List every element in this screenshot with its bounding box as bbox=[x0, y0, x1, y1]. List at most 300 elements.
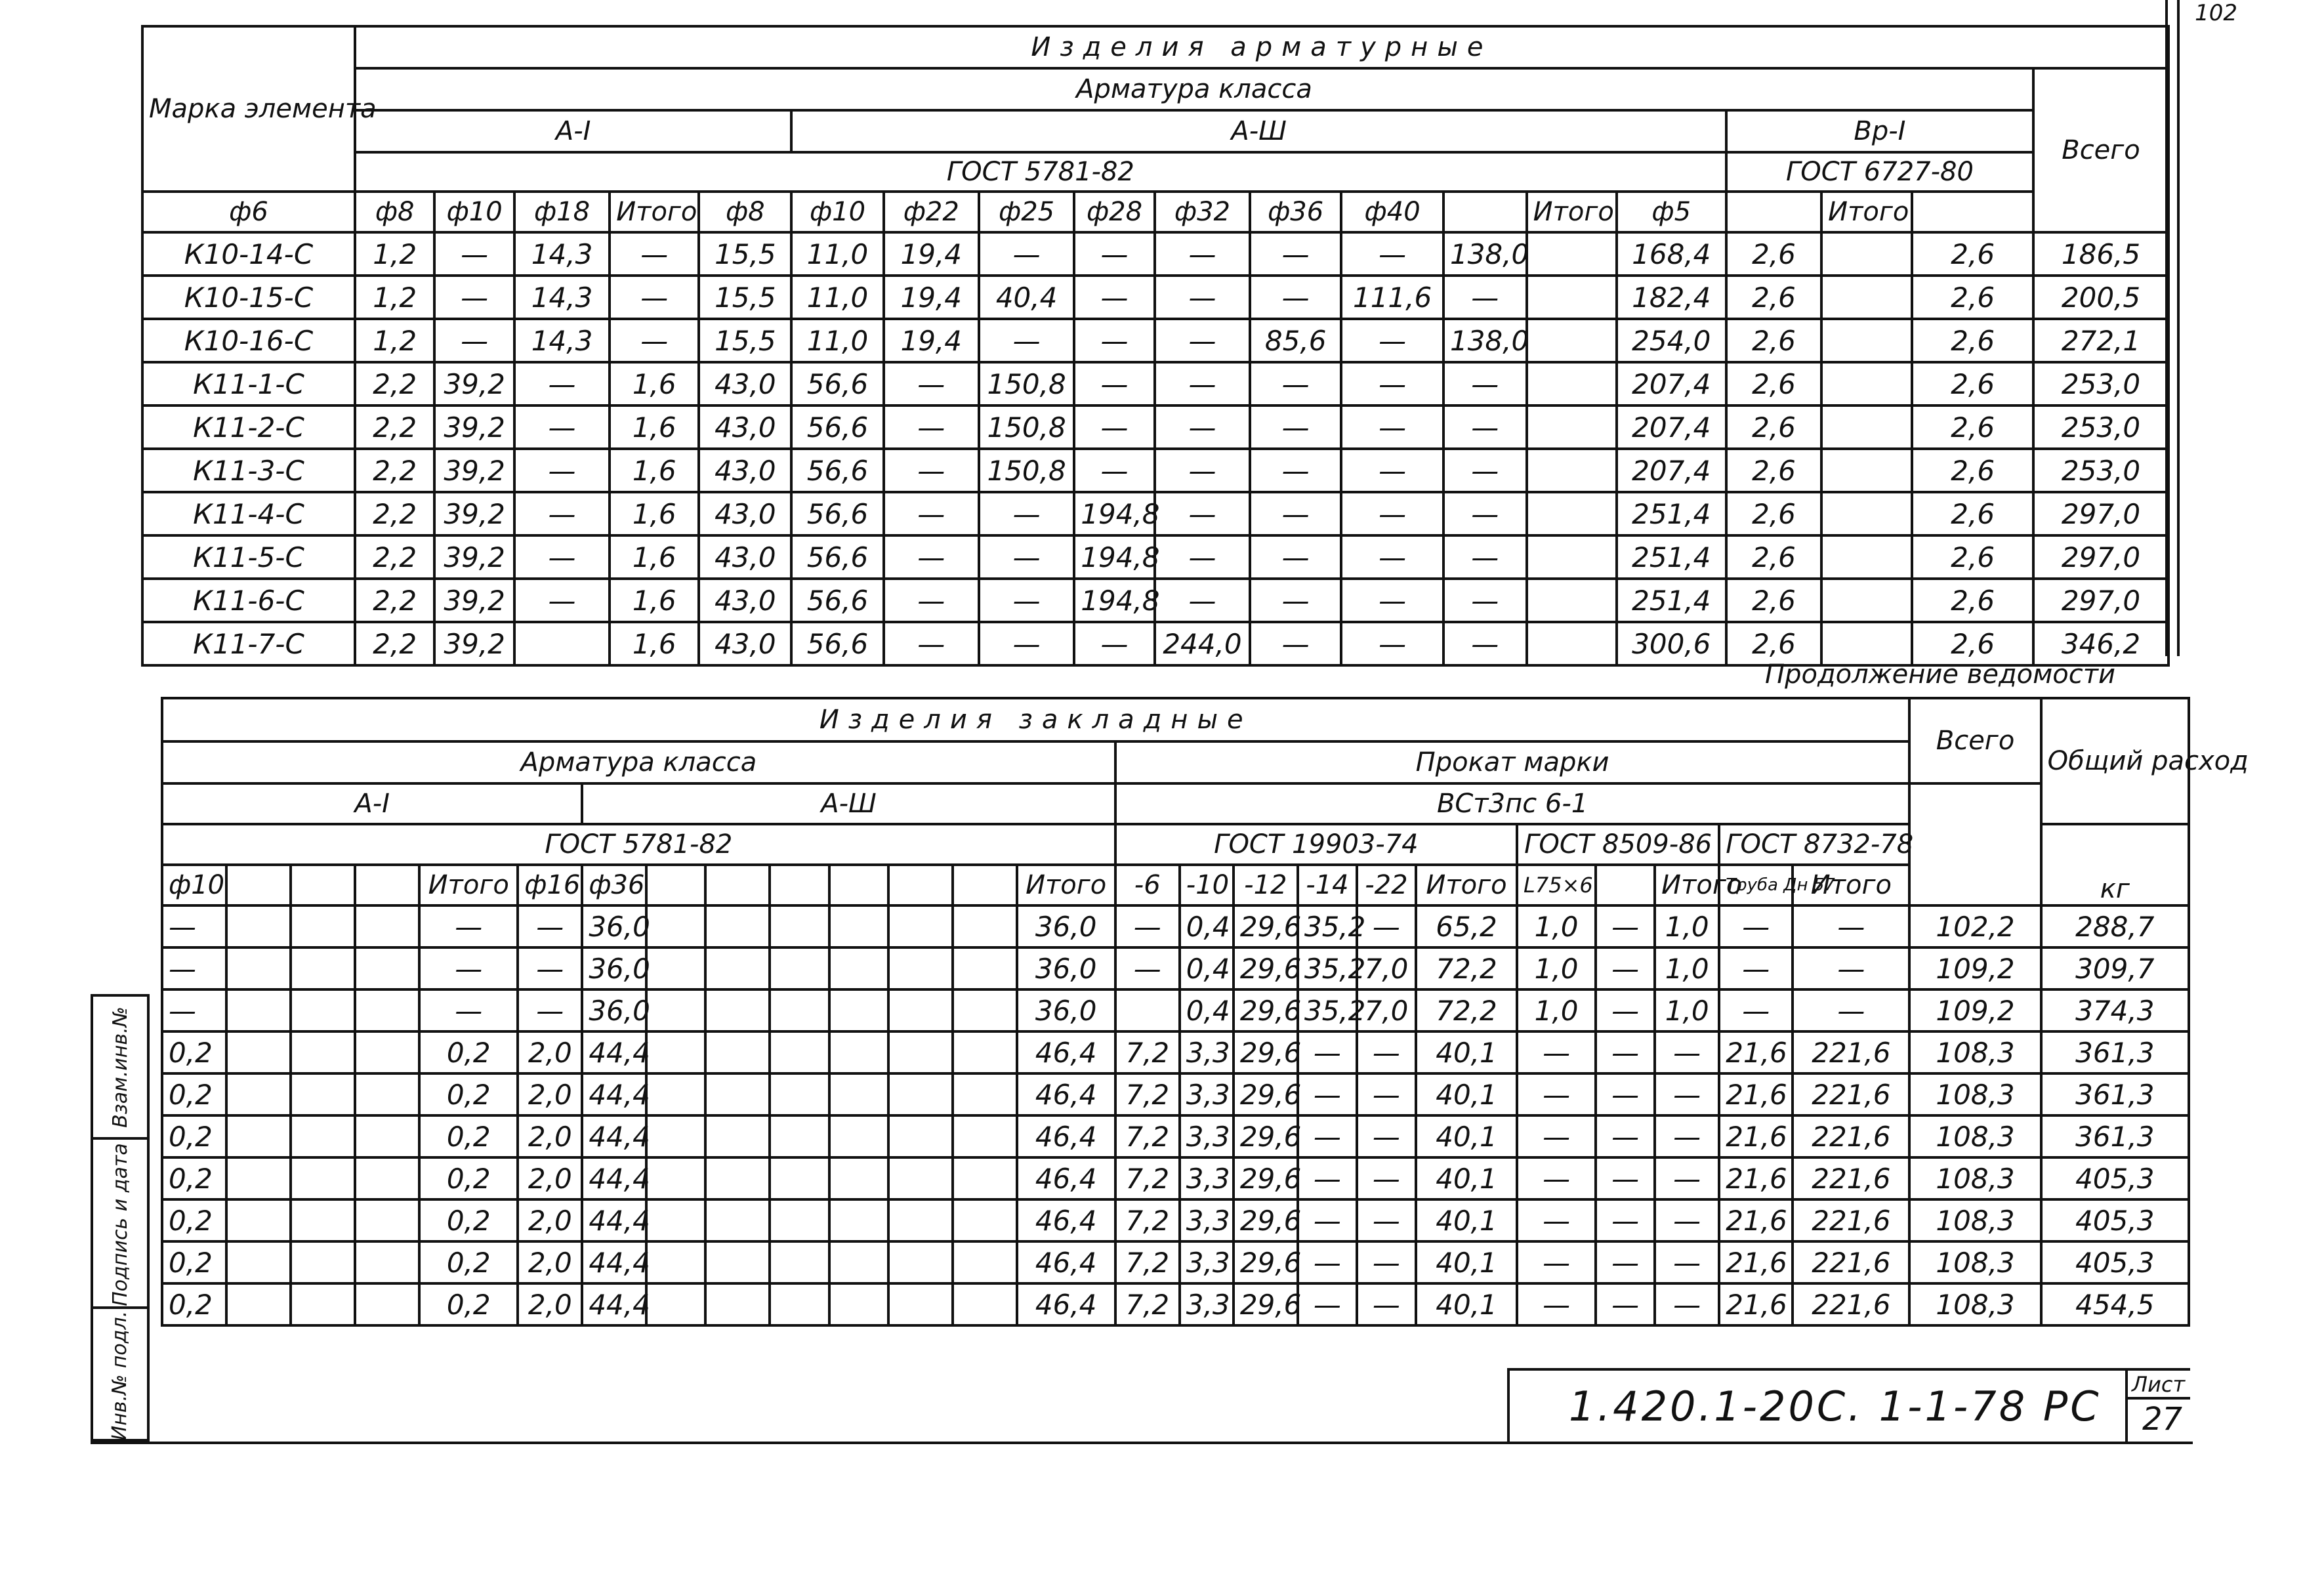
value-cell: 2,0 bbox=[518, 1073, 582, 1115]
value-cell: 2,6 bbox=[1912, 535, 2033, 579]
table-row bbox=[142, 362, 2168, 405]
value-cell: — bbox=[1341, 232, 1443, 276]
value-cell: 2,6 bbox=[1726, 405, 1821, 449]
value-cell: 1,2 bbox=[355, 276, 434, 319]
value-cell: — bbox=[434, 276, 514, 319]
diameter-header-cell: ф10 bbox=[791, 192, 883, 232]
diameter-header-cell: ф32 bbox=[1155, 192, 1250, 232]
element-mark-header: Марка элемента bbox=[142, 26, 355, 192]
value-cell: — bbox=[979, 535, 1074, 579]
value-cell: — bbox=[884, 449, 979, 492]
value-cell: — bbox=[1155, 232, 1250, 276]
row-total-cell: 297,0 bbox=[2033, 579, 2168, 622]
value-cell: — bbox=[1155, 579, 1250, 622]
value-cell: 46,4 bbox=[1017, 1073, 1115, 1115]
value-cell: 221,6 bbox=[1793, 1241, 1909, 1283]
diameter-header-cell: Итого bbox=[1821, 192, 1912, 232]
value-cell: — bbox=[1517, 1283, 1596, 1325]
value-cell: 3,3 bbox=[1180, 1115, 1234, 1157]
value-cell: 221,6 bbox=[1793, 1283, 1909, 1325]
value-cell: 56,6 bbox=[791, 492, 883, 535]
value-cell: 2,2 bbox=[355, 622, 434, 665]
value-cell bbox=[705, 947, 770, 989]
value-cell: 36,0 bbox=[1017, 989, 1115, 1031]
value-cell: 7,0 bbox=[1357, 947, 1416, 989]
value-cell: — bbox=[979, 232, 1074, 276]
value-cell: — bbox=[1719, 989, 1793, 1031]
value-cell: — bbox=[419, 905, 518, 947]
value-cell: 2,6 bbox=[1726, 232, 1821, 276]
gost-19903-header: ГОСТ 19903-74 bbox=[1115, 824, 1517, 865]
element-mark-cell: К11-5-С bbox=[142, 535, 355, 579]
value-cell: 40,1 bbox=[1416, 1115, 1517, 1157]
value-cell: — bbox=[1596, 1241, 1655, 1283]
value-cell: 39,2 bbox=[434, 449, 514, 492]
value-cell: 2,6 bbox=[1726, 579, 1821, 622]
row-total-cell: 102,2 bbox=[1909, 905, 2041, 947]
value-cell: 0,2 bbox=[162, 1283, 226, 1325]
value-cell: 1,2 bbox=[355, 232, 434, 276]
title-block bbox=[1507, 1368, 2190, 1442]
value-cell: 0,2 bbox=[162, 1157, 226, 1199]
value-cell: 7,0 bbox=[1357, 989, 1416, 1031]
sign-date-cell: Подпись и дата bbox=[93, 1137, 147, 1309]
bottom-total-spacer bbox=[1909, 783, 2041, 905]
reinforcement-class-header: Арматура класса bbox=[355, 68, 2033, 110]
diameter-header-cell bbox=[1443, 192, 1527, 232]
value-cell: 0,2 bbox=[162, 1073, 226, 1115]
overall-consumption-cell: 405,3 bbox=[2041, 1157, 2189, 1199]
value-cell: — bbox=[1115, 905, 1180, 947]
value-cell: 40,1 bbox=[1416, 1241, 1517, 1283]
value-cell: 56,6 bbox=[791, 622, 883, 665]
diameter-header-cell: ф22 bbox=[884, 192, 979, 232]
sheet-label: Лист bbox=[2132, 1372, 2186, 1397]
bottom-reinforcement-class-header: Арматура класса bbox=[162, 741, 1115, 783]
value-cell: — bbox=[1517, 1115, 1596, 1157]
value-cell: 39,2 bbox=[434, 362, 514, 405]
value-cell: 0,4 bbox=[1180, 989, 1234, 1031]
value-cell: 221,6 bbox=[1793, 1115, 1909, 1157]
value-cell: 1,0 bbox=[1655, 947, 1719, 989]
value-cell: 11,0 bbox=[791, 319, 883, 362]
value-cell: 21,6 bbox=[1719, 1241, 1793, 1283]
value-cell: 40,1 bbox=[1416, 1157, 1517, 1199]
table-row bbox=[142, 579, 2168, 622]
value-cell: — bbox=[1250, 449, 1341, 492]
value-cell: — bbox=[1655, 1115, 1719, 1157]
value-cell: 2,6 bbox=[1726, 362, 1821, 405]
value-cell: 221,6 bbox=[1793, 1157, 1909, 1199]
value-cell: 36,0 bbox=[582, 947, 646, 989]
value-cell: 2,6 bbox=[1726, 276, 1821, 319]
value-cell: 39,2 bbox=[434, 492, 514, 535]
row-total-cell: 109,2 bbox=[1909, 989, 2041, 1031]
value-cell: 3,3 bbox=[1180, 1241, 1234, 1283]
value-cell: — bbox=[1793, 905, 1909, 947]
value-cell bbox=[953, 905, 1017, 947]
value-cell bbox=[291, 905, 355, 947]
overall-consumption-cell: 361,3 bbox=[2041, 1031, 2189, 1073]
value-cell: 21,6 bbox=[1719, 1283, 1793, 1325]
bottom-column-header-cell: -14 bbox=[1298, 865, 1357, 905]
value-cell: 36,0 bbox=[1017, 947, 1115, 989]
value-cell: — bbox=[1596, 905, 1655, 947]
value-cell: 29,6 bbox=[1234, 1073, 1298, 1115]
value-cell: — bbox=[434, 319, 514, 362]
top-total-header: Всего bbox=[2033, 68, 2168, 232]
value-cell bbox=[291, 947, 355, 989]
diameter-header-cell: ф40 bbox=[1341, 192, 1443, 232]
value-cell: 2,2 bbox=[355, 362, 434, 405]
value-cell: 1,2 bbox=[355, 319, 434, 362]
value-cell: 72,2 bbox=[1416, 989, 1517, 1031]
value-cell: — bbox=[1596, 1199, 1655, 1241]
diameter-header-cell: ф25 bbox=[979, 192, 1074, 232]
value-cell: 2,2 bbox=[355, 405, 434, 449]
value-cell: — bbox=[1298, 1157, 1357, 1199]
value-cell: 29,6 bbox=[1234, 905, 1298, 947]
value-cell: 300,6 bbox=[1617, 622, 1726, 665]
value-cell: 1,6 bbox=[610, 362, 699, 405]
value-cell: 207,4 bbox=[1617, 362, 1726, 405]
value-cell: 0,2 bbox=[162, 1115, 226, 1157]
value-cell: 221,6 bbox=[1793, 1073, 1909, 1115]
value-cell: — bbox=[1443, 405, 1527, 449]
value-cell: 21,6 bbox=[1719, 1115, 1793, 1157]
value-cell: 46,4 bbox=[1017, 1241, 1115, 1283]
value-cell: 207,4 bbox=[1617, 405, 1726, 449]
value-cell: — bbox=[1517, 1241, 1596, 1283]
value-cell: — bbox=[1793, 947, 1909, 989]
value-cell bbox=[355, 947, 419, 989]
value-cell: 2,6 bbox=[1912, 492, 2033, 535]
value-cell: 2,6 bbox=[1912, 232, 2033, 276]
value-cell: — bbox=[1357, 1073, 1416, 1115]
value-cell: — bbox=[1074, 276, 1155, 319]
value-cell bbox=[514, 622, 610, 665]
value-cell: 40,1 bbox=[1416, 1283, 1517, 1325]
value-cell: 2,0 bbox=[518, 1031, 582, 1073]
bottom-column-header-cell: -6 bbox=[1115, 865, 1180, 905]
value-cell: — bbox=[1341, 405, 1443, 449]
row-total-cell: 108,3 bbox=[1909, 1199, 2041, 1241]
value-cell: 0,2 bbox=[419, 1157, 518, 1199]
value-cell: 43,0 bbox=[699, 492, 791, 535]
value-cell: 85,6 bbox=[1250, 319, 1341, 362]
value-cell bbox=[829, 947, 888, 989]
value-cell: — bbox=[979, 579, 1074, 622]
value-cell: — bbox=[514, 535, 610, 579]
value-cell bbox=[888, 947, 953, 989]
value-cell: — bbox=[1655, 1073, 1719, 1115]
table-row bbox=[142, 276, 2168, 319]
value-cell: 36,0 bbox=[1017, 905, 1115, 947]
row-total-cell: 253,0 bbox=[2033, 405, 2168, 449]
value-cell: 2,6 bbox=[1726, 535, 1821, 579]
bottom-column-header-cell bbox=[829, 865, 888, 905]
value-cell: 43,0 bbox=[699, 535, 791, 579]
value-cell: — bbox=[514, 449, 610, 492]
value-cell: 3,3 bbox=[1180, 1031, 1234, 1073]
value-cell: 29,6 bbox=[1234, 1241, 1298, 1283]
value-cell: 40,4 bbox=[979, 276, 1074, 319]
value-cell: 3,3 bbox=[1180, 1157, 1234, 1199]
value-cell: 2,0 bbox=[518, 1199, 582, 1241]
value-cell: — bbox=[1341, 535, 1443, 579]
value-cell: — bbox=[1155, 405, 1250, 449]
bottom-column-header-cell: -12 bbox=[1234, 865, 1298, 905]
bottom-column-header-cell bbox=[646, 865, 705, 905]
value-cell: — bbox=[1443, 535, 1527, 579]
diameter-header-row bbox=[142, 192, 2168, 232]
value-cell: — bbox=[1298, 1073, 1357, 1115]
value-cell: — bbox=[1074, 622, 1155, 665]
value-cell: 29,6 bbox=[1234, 1157, 1298, 1199]
value-cell: 2,6 bbox=[1912, 579, 2033, 622]
value-cell: 3,3 bbox=[1180, 1073, 1234, 1115]
value-cell: 29,6 bbox=[1234, 1199, 1298, 1241]
value-cell: 2,6 bbox=[1726, 492, 1821, 535]
value-cell: 207,4 bbox=[1617, 449, 1726, 492]
value-cell: — bbox=[162, 947, 226, 989]
value-cell: — bbox=[1596, 1031, 1655, 1073]
top-table-title: Изделия арматурные bbox=[355, 26, 2168, 68]
value-cell: — bbox=[1155, 535, 1250, 579]
value-cell: 46,4 bbox=[1017, 1283, 1115, 1325]
bottom-column-header-cell: -22 bbox=[1357, 865, 1416, 905]
value-cell: 1,6 bbox=[610, 492, 699, 535]
value-cell: — bbox=[1074, 449, 1155, 492]
value-cell bbox=[1821, 579, 1912, 622]
class-a3-header: А-Ш bbox=[791, 110, 1726, 152]
value-cell: — bbox=[610, 319, 699, 362]
value-cell: 35,2 bbox=[1298, 989, 1357, 1031]
value-cell: — bbox=[1655, 1199, 1719, 1241]
diameter-header-cell: Итого bbox=[1527, 192, 1617, 232]
value-cell: 36,0 bbox=[582, 989, 646, 1031]
value-cell: 1,0 bbox=[1655, 905, 1719, 947]
value-cell: — bbox=[1596, 989, 1655, 1031]
value-cell bbox=[888, 905, 953, 947]
value-cell: 1,6 bbox=[610, 535, 699, 579]
value-cell: 1,0 bbox=[1517, 905, 1596, 947]
table-row bbox=[142, 492, 2168, 535]
value-cell: 29,6 bbox=[1234, 1115, 1298, 1157]
value-cell: 111,6 bbox=[1341, 276, 1443, 319]
value-cell: 39,2 bbox=[434, 579, 514, 622]
value-cell bbox=[1527, 362, 1617, 405]
value-cell: — bbox=[514, 579, 610, 622]
replace-inv-cell: Взам.инв.№ bbox=[108, 1006, 132, 1128]
value-cell bbox=[1527, 319, 1617, 362]
value-cell: 44,4 bbox=[582, 1283, 646, 1325]
rolled-steel-header: Прокат марки bbox=[1115, 741, 1910, 783]
value-cell: 21,6 bbox=[1719, 1157, 1793, 1199]
value-cell: 0,2 bbox=[419, 1031, 518, 1073]
value-cell: — bbox=[979, 319, 1074, 362]
value-cell: — bbox=[1250, 579, 1341, 622]
value-cell: — bbox=[1074, 319, 1155, 362]
value-cell: 254,0 bbox=[1617, 319, 1726, 362]
value-cell: 0,2 bbox=[419, 1115, 518, 1157]
value-cell: — bbox=[1341, 492, 1443, 535]
value-cell: — bbox=[1250, 362, 1341, 405]
row-total-cell: 346,2 bbox=[2033, 622, 2168, 665]
value-cell: — bbox=[884, 622, 979, 665]
value-cell: — bbox=[1155, 319, 1250, 362]
value-cell: — bbox=[884, 535, 979, 579]
value-cell: — bbox=[419, 947, 518, 989]
value-cell: 44,4 bbox=[582, 1073, 646, 1115]
value-cell: — bbox=[1719, 947, 1793, 989]
row-total-cell: 186,5 bbox=[2033, 232, 2168, 276]
value-cell: 21,6 bbox=[1719, 1031, 1793, 1073]
bottom-column-header-cell bbox=[1596, 865, 1655, 905]
value-cell: — bbox=[884, 405, 979, 449]
value-cell: 251,4 bbox=[1617, 579, 1726, 622]
value-cell: 72,2 bbox=[1416, 947, 1517, 989]
row-total-cell: 108,3 bbox=[1909, 1241, 2041, 1283]
row-total-cell: 108,3 bbox=[1909, 1283, 2041, 1325]
value-cell bbox=[1821, 492, 1912, 535]
value-cell: 2,2 bbox=[355, 535, 434, 579]
value-cell: 43,0 bbox=[699, 579, 791, 622]
value-cell: — bbox=[1719, 905, 1793, 947]
value-cell bbox=[770, 905, 829, 947]
gost-8509-header: ГОСТ 8509-86 bbox=[1517, 824, 1719, 865]
table-row bbox=[142, 405, 2168, 449]
bottom-column-header-cell bbox=[888, 865, 953, 905]
value-cell bbox=[226, 947, 291, 989]
value-cell: 2,2 bbox=[355, 449, 434, 492]
row-total-cell: 108,3 bbox=[1909, 1073, 2041, 1115]
value-cell: — bbox=[1250, 232, 1341, 276]
value-cell: — bbox=[1596, 1115, 1655, 1157]
table-row bbox=[142, 319, 2168, 362]
bottom-column-header-cell: Итого bbox=[419, 865, 518, 905]
value-cell: 1,6 bbox=[610, 622, 699, 665]
bottom-column-header-cell: -10 bbox=[1180, 865, 1234, 905]
value-cell: — bbox=[979, 492, 1074, 535]
value-cell: — bbox=[1596, 1073, 1655, 1115]
value-cell: 19,4 bbox=[884, 319, 979, 362]
class-vr1-header: Вр-I bbox=[1726, 110, 2033, 152]
value-cell: — bbox=[1793, 989, 1909, 1031]
gost-8732-header: ГОСТ 8732-78 bbox=[1719, 824, 1909, 865]
value-cell bbox=[1821, 405, 1912, 449]
row-total-cell: 108,3 bbox=[1909, 1031, 2041, 1073]
value-cell: 3,3 bbox=[1180, 1283, 1234, 1325]
value-cell bbox=[1821, 276, 1912, 319]
value-cell: 35,2 bbox=[1298, 947, 1357, 989]
overall-consumption-cell: 361,3 bbox=[2041, 1073, 2189, 1115]
value-cell: — bbox=[1074, 405, 1155, 449]
table-row bbox=[142, 535, 2168, 579]
bottom-column-header-cell bbox=[953, 865, 1017, 905]
value-cell: 39,2 bbox=[434, 405, 514, 449]
bottom-column-header-cell bbox=[291, 865, 355, 905]
value-cell: — bbox=[514, 362, 610, 405]
value-cell: — bbox=[1250, 622, 1341, 665]
overall-consumption-cell: 405,3 bbox=[2041, 1199, 2189, 1241]
sheet-number-box bbox=[2125, 1371, 2190, 1442]
value-cell bbox=[829, 905, 888, 947]
value-cell: 40,1 bbox=[1416, 1199, 1517, 1241]
value-cell: 46,4 bbox=[1017, 1115, 1115, 1157]
row-total-cell: 200,5 bbox=[2033, 276, 2168, 319]
value-cell: — bbox=[514, 492, 610, 535]
value-cell: 11,0 bbox=[791, 276, 883, 319]
value-cell: — bbox=[1155, 492, 1250, 535]
value-cell: 2,6 bbox=[1912, 449, 2033, 492]
value-cell: — bbox=[1341, 362, 1443, 405]
overall-consumption-cell: 405,3 bbox=[2041, 1241, 2189, 1283]
value-cell bbox=[1821, 449, 1912, 492]
value-cell: — bbox=[1298, 1031, 1357, 1073]
value-cell bbox=[1527, 276, 1617, 319]
document-code: 1.420.1-20С. 1-1-78 РС bbox=[1569, 1382, 2102, 1430]
gost-5781-header: ГОСТ 5781-82 bbox=[355, 152, 1726, 192]
value-cell: — bbox=[1517, 1157, 1596, 1199]
overall-consumption-cell: 374,3 bbox=[2041, 989, 2189, 1031]
value-cell: 46,4 bbox=[1017, 1157, 1115, 1199]
value-cell bbox=[770, 947, 829, 989]
value-cell: — bbox=[1074, 232, 1155, 276]
value-cell: — bbox=[1357, 905, 1416, 947]
row-total-cell: 297,0 bbox=[2033, 535, 2168, 579]
value-cell: 15,5 bbox=[699, 276, 791, 319]
steel-grade-header: ВСт3пс 6-1 bbox=[1115, 783, 1910, 824]
element-mark-cell: К11-6-С bbox=[142, 579, 355, 622]
value-cell: 2,6 bbox=[1912, 362, 2033, 405]
value-cell: — bbox=[1250, 535, 1341, 579]
value-cell: 2,6 bbox=[1912, 405, 2033, 449]
value-cell bbox=[1527, 405, 1617, 449]
value-cell bbox=[705, 905, 770, 947]
element-mark-cell: К10-14-С bbox=[142, 232, 355, 276]
value-cell: 56,6 bbox=[791, 405, 883, 449]
value-cell: 2,6 bbox=[1912, 622, 2033, 665]
value-cell: — bbox=[884, 492, 979, 535]
diameter-header-cell: ф18 bbox=[514, 192, 610, 232]
bottom-column-header-cell: Труба Дн 57 bbox=[1719, 865, 1793, 905]
diameter-header-cell: Итого bbox=[610, 192, 699, 232]
value-cell: 44,4 bbox=[582, 1241, 646, 1283]
value-cell: 7,2 bbox=[1115, 1157, 1180, 1199]
diameter-header-cell: ф8 bbox=[699, 192, 791, 232]
value-cell bbox=[1527, 622, 1617, 665]
value-cell: 14,3 bbox=[514, 232, 610, 276]
value-cell: 29,6 bbox=[1234, 947, 1298, 989]
value-cell: 0,2 bbox=[162, 1199, 226, 1241]
overall-unit: кг bbox=[2041, 824, 2189, 905]
value-cell: 150,8 bbox=[979, 449, 1074, 492]
bottom-column-header-cell: L75×6 bbox=[1517, 865, 1596, 905]
table-row bbox=[162, 905, 2189, 947]
value-cell: 43,0 bbox=[699, 449, 791, 492]
value-cell: — bbox=[1155, 449, 1250, 492]
value-cell: 0,2 bbox=[419, 1073, 518, 1115]
value-cell bbox=[1821, 319, 1912, 362]
value-cell: — bbox=[1341, 622, 1443, 665]
value-cell: 2,6 bbox=[1912, 276, 2033, 319]
value-cell: — bbox=[1357, 1031, 1416, 1073]
value-cell: 44,4 bbox=[582, 1157, 646, 1199]
value-cell: 0,4 bbox=[1180, 947, 1234, 989]
bottom-table-title: Изделия закладные bbox=[162, 698, 1909, 741]
row-total-cell: 108,3 bbox=[1909, 1115, 2041, 1157]
